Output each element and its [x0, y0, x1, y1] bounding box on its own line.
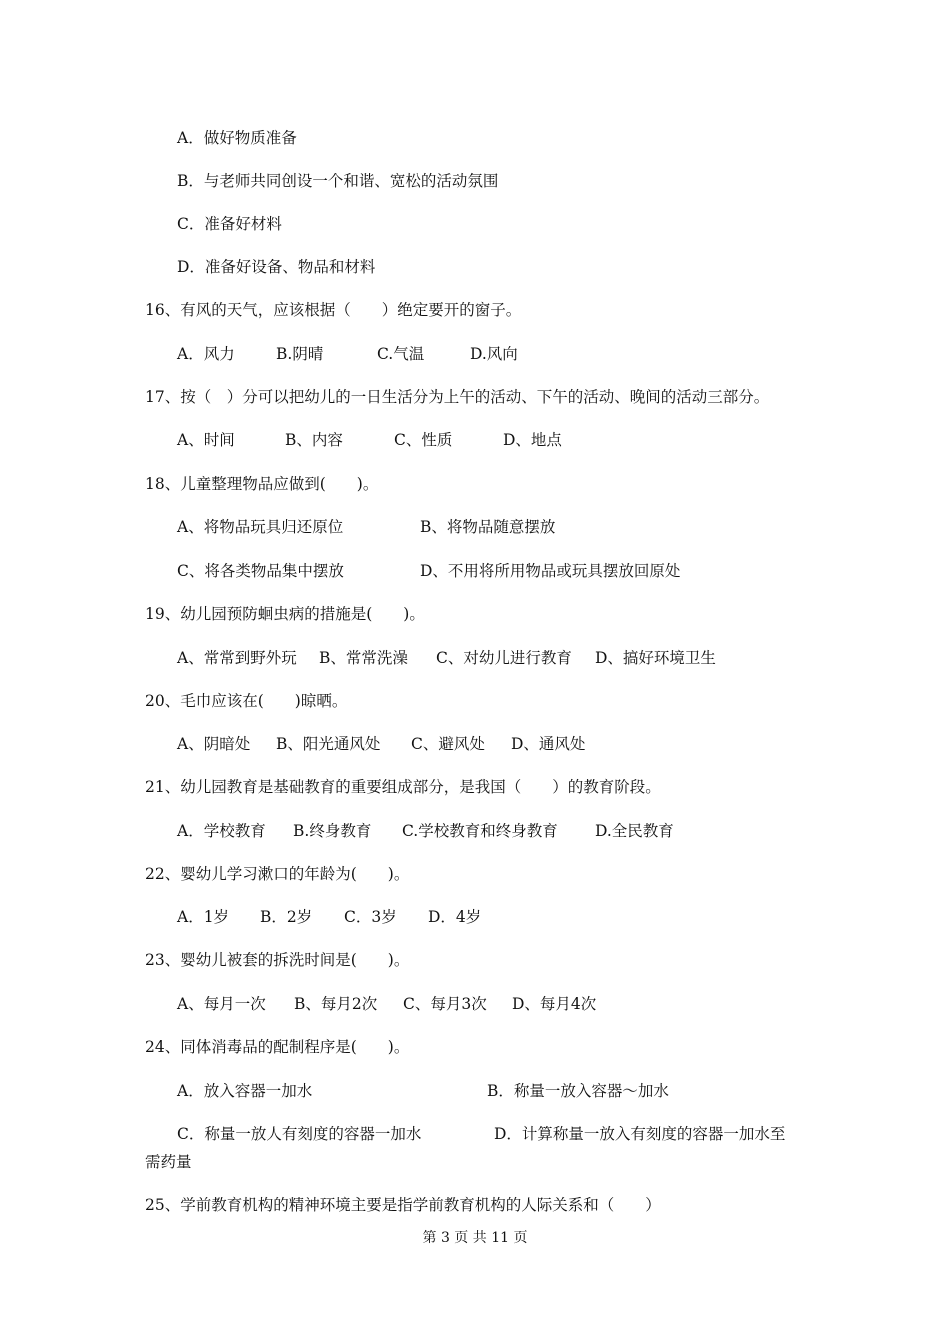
- option-c: C．3岁: [344, 908, 397, 926]
- prev-option-c: C．准备好材料: [177, 215, 282, 233]
- prev-option-a: A．做好物质准备: [177, 129, 297, 147]
- question-24: 24、同体消毒品的配制程序是( )。: [145, 1038, 410, 1056]
- option-d: D.全民教育: [595, 822, 674, 840]
- option-d: D、通风处: [511, 735, 586, 753]
- question-16: 16、有风的天气，应该根据（ ）绝定要开的窗子。: [145, 301, 522, 319]
- option-b: B．称量一放入容器～加水: [487, 1082, 669, 1100]
- option-b: B、内容: [285, 431, 343, 449]
- question-19: 19、幼儿园预防蛔虫病的措施是( )。: [145, 605, 425, 623]
- option-c: C．称量一放人有刻度的容器一加水: [177, 1125, 422, 1143]
- question-17: 17、按（ ）分可以把幼儿的一日生活分为上午的活动、下午的活动、晚间的活动三部分。: [145, 388, 770, 406]
- option-c: C、每月3次: [403, 995, 487, 1013]
- option-c: C.学校教育和终身教育: [402, 822, 558, 840]
- option-d: D．4岁: [428, 908, 482, 926]
- option-a: A．1岁: [177, 908, 230, 926]
- question-21: 21、幼儿园教育是基础教育的重要组成部分，是我国（ ）的教育阶段。: [145, 778, 661, 796]
- option-b: B、常常洗澡: [319, 649, 408, 667]
- question-18: 18、儿童整理物品应做到( )。: [145, 475, 379, 493]
- option-b: B、阳光通风处: [276, 735, 381, 753]
- option-d: D、地点: [503, 431, 562, 449]
- prev-option-d: D．准备好设备、物品和材料: [177, 258, 376, 276]
- option-a: A、时间: [177, 431, 235, 449]
- question-22: 22、婴幼儿学习漱口的年龄为( )。: [145, 865, 410, 883]
- option-d: D、搞好环境卫生: [595, 649, 716, 667]
- option-d: D．计算称量一放入有刻度的容器一加水至: [494, 1125, 786, 1143]
- option-a: A、常常到野外玩: [177, 649, 297, 667]
- question-20: 20、毛巾应该在( )晾晒。: [145, 692, 348, 710]
- option-b: B、将物品随意摆放: [420, 518, 556, 536]
- question-25: 25、学前教育机构的精神环境主要是指学前教育机构的人际关系和（ ）: [145, 1196, 661, 1214]
- option-d: D、不用将所用物品或玩具摆放回原处: [420, 562, 681, 580]
- option-c: C、避风处: [411, 735, 485, 753]
- option-c: C、将各类物品集中摆放: [177, 562, 344, 580]
- option-a: A．放入容器一加水: [177, 1082, 313, 1100]
- option-c: C、对幼儿进行教育: [436, 649, 572, 667]
- option-a: A．风力: [177, 345, 235, 363]
- option-c: C、性质: [394, 431, 453, 449]
- option-c: C.气温: [377, 345, 425, 363]
- option-a: A．学校教育: [177, 822, 266, 840]
- question-23: 23、婴幼儿被套的拆洗时间是( )。: [145, 951, 410, 969]
- option-d: D、每月4次: [512, 995, 597, 1013]
- option-b: B．2岁: [260, 908, 313, 926]
- option-b: B.阴晴: [276, 345, 324, 363]
- option-b: B.终身教育: [293, 822, 372, 840]
- option-d: D.风向: [470, 345, 518, 363]
- option-b: B、每月2次: [294, 995, 378, 1013]
- option-a: A、阴暗处: [177, 735, 251, 753]
- prev-option-b: B．与老师共同创设一个和谐、宽松的活动氛围: [177, 172, 499, 190]
- page-number: 第 3 页 共 11 页: [422, 1230, 528, 1246]
- option-d-continuation: 需药量: [145, 1153, 192, 1171]
- option-a: A、将物品玩具归还原位: [177, 518, 344, 536]
- option-a: A、每月一次: [177, 995, 266, 1013]
